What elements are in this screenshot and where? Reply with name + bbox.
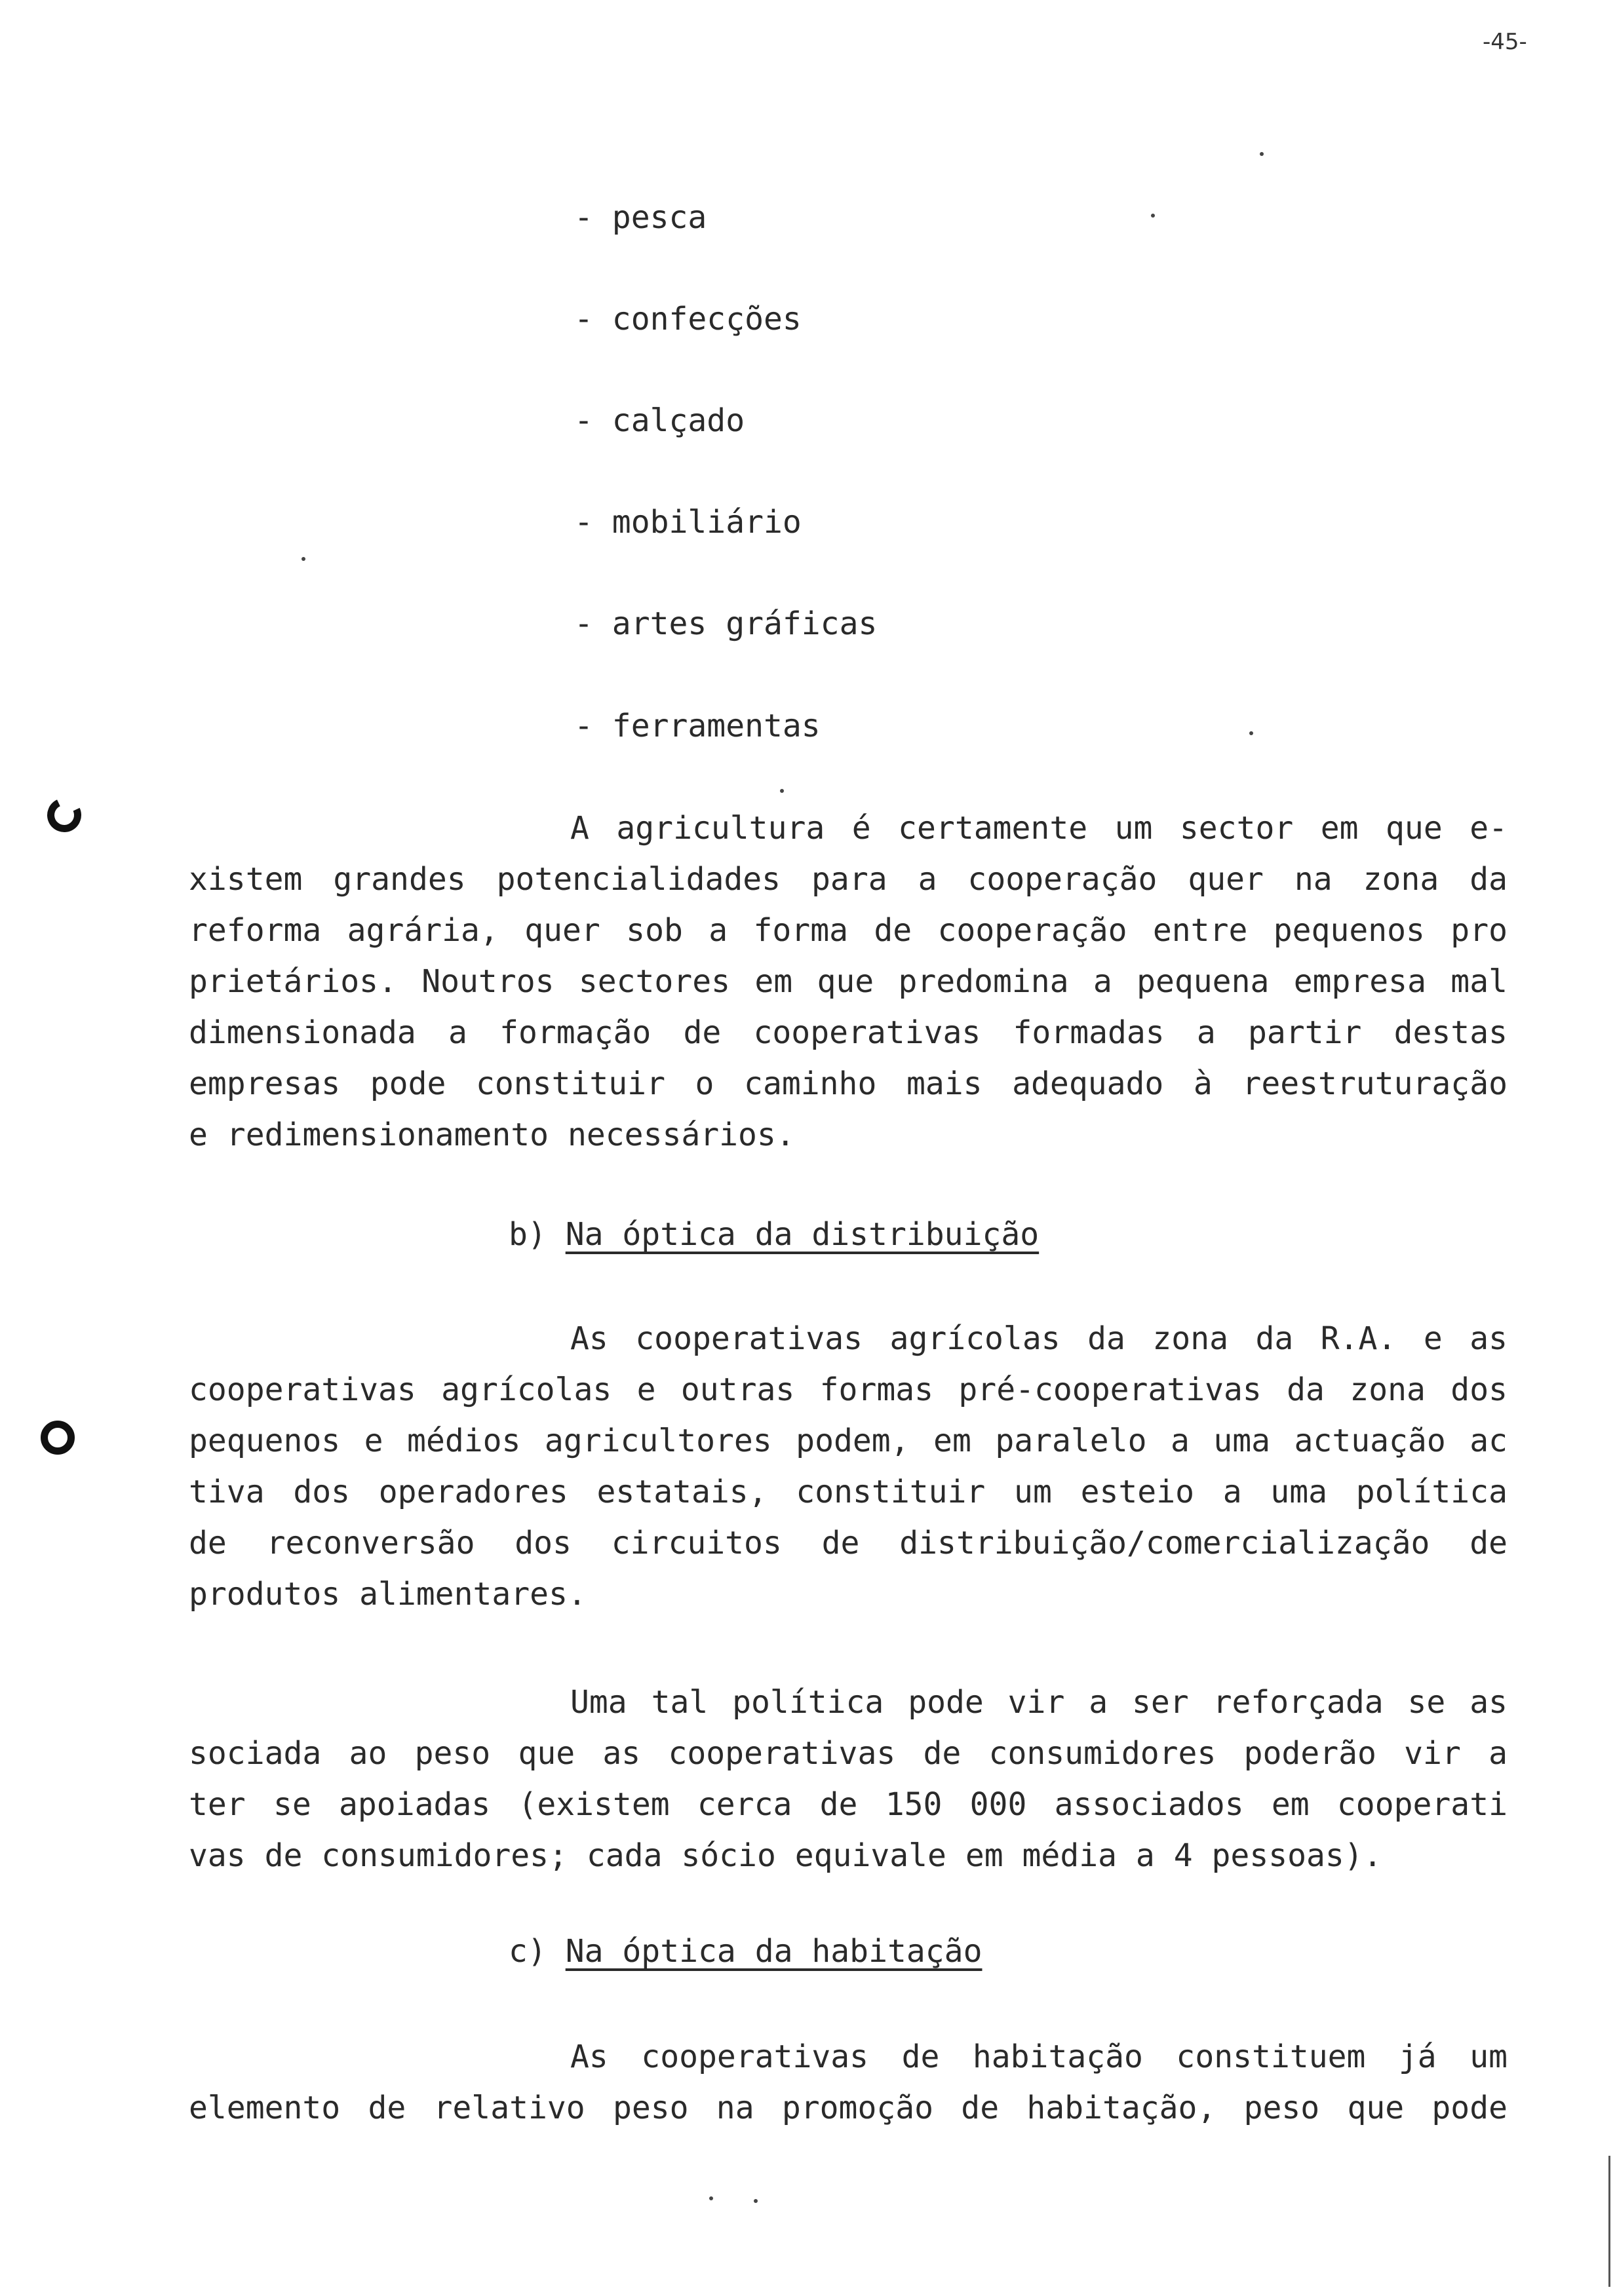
scan-speck [780,789,784,793]
paragraph-line: cooperativas agrícolas e outras formas pré-cooperativas da zona dos [189,1371,1508,1408]
paragraph-line: ter se apoiadas (existem cerca de 150 000 associados em cooperati [189,1786,1508,1823]
list-item: - pesca [574,199,707,236]
paragraph-consumers [189,1677,1508,1881]
paragraph-line: produtos alimentares. [189,1576,587,1613]
list-item: - ferramentas [574,708,821,744]
scan-edge-line [1608,2156,1610,2287]
paragraph-line: prietários. Noutros sectores em que predomina a pequena empresa mal [189,963,1508,1000]
section-heading-c [509,1932,982,1971]
paragraph-line: e redimensionamento necessários. [189,1117,795,1153]
list-item: - artes gráficas [574,605,878,642]
scan-speck [1151,214,1155,218]
scan-speck [302,557,305,561]
scan-speck [709,2196,713,2200]
binder-hole-bottom [41,1421,75,1455]
section-heading-b [509,1215,1039,1254]
paragraph-line: empresas pode constituir o caminho mais adequado à reestruturação [189,1065,1508,1102]
page-number: -45- [1483,29,1527,55]
heading-letter: b) [509,1216,547,1253]
binder-hole-top [43,794,87,837]
paragraph-line: vas de consumidores; cada sócio equivale em média a 4 pessoas). [189,1837,1382,1874]
paragraph-line: xistem grandes potencialidades para a cooperação quer na zona da [189,861,1508,898]
list-item: - confecções [574,301,802,337]
paragraph-line: de reconversão dos circuitos de distribuição/comercialização de [189,1525,1508,1561]
paragraph-line: dimensionada a formação de cooperativas formadas a partir destas [189,1014,1508,1051]
scan-speck [754,2199,758,2203]
paragraph-line: Uma tal política pode vir a ser reforçada se as [570,1684,1508,1721]
list-item: - mobiliário [574,504,802,541]
paragraph-line: elemento de relativo peso na promoção de habitação, peso que pode [189,2090,1508,2126]
heading-title: Na óptica da habitação [565,1933,983,1970]
paragraph-agriculture [189,803,1508,1160]
paragraph-line: As cooperativas de habitação constituem já um [570,2038,1508,2075]
scan-speck [1249,731,1253,735]
heading-letter: c) [509,1933,547,1970]
paragraph-line: A agricultura é certamente um sector em que e- [570,810,1508,847]
paragraph-line: As cooperativas agrícolas da zona da R.A. e as [570,1320,1508,1357]
paragraph-distribution [189,1313,1508,1620]
paragraph-housing [189,2031,1508,2133]
scan-speck [1260,152,1264,156]
paragraph-line: pequenos e médios agricultores podem, em paralelo a uma actuação ac [189,1423,1508,1459]
paragraph-line: sociada ao peso que as cooperativas de consumidores poderão vir a [189,1735,1508,1772]
paragraph-line: reforma agrária, quer sob a forma de cooperação entre pequenos pro [189,912,1508,949]
heading-title: Na óptica da distribuição [565,1216,1040,1253]
list-item: - calçado [574,402,745,439]
paragraph-line: tiva dos operadores estatais, constituir um esteio a uma política [189,1474,1508,1510]
